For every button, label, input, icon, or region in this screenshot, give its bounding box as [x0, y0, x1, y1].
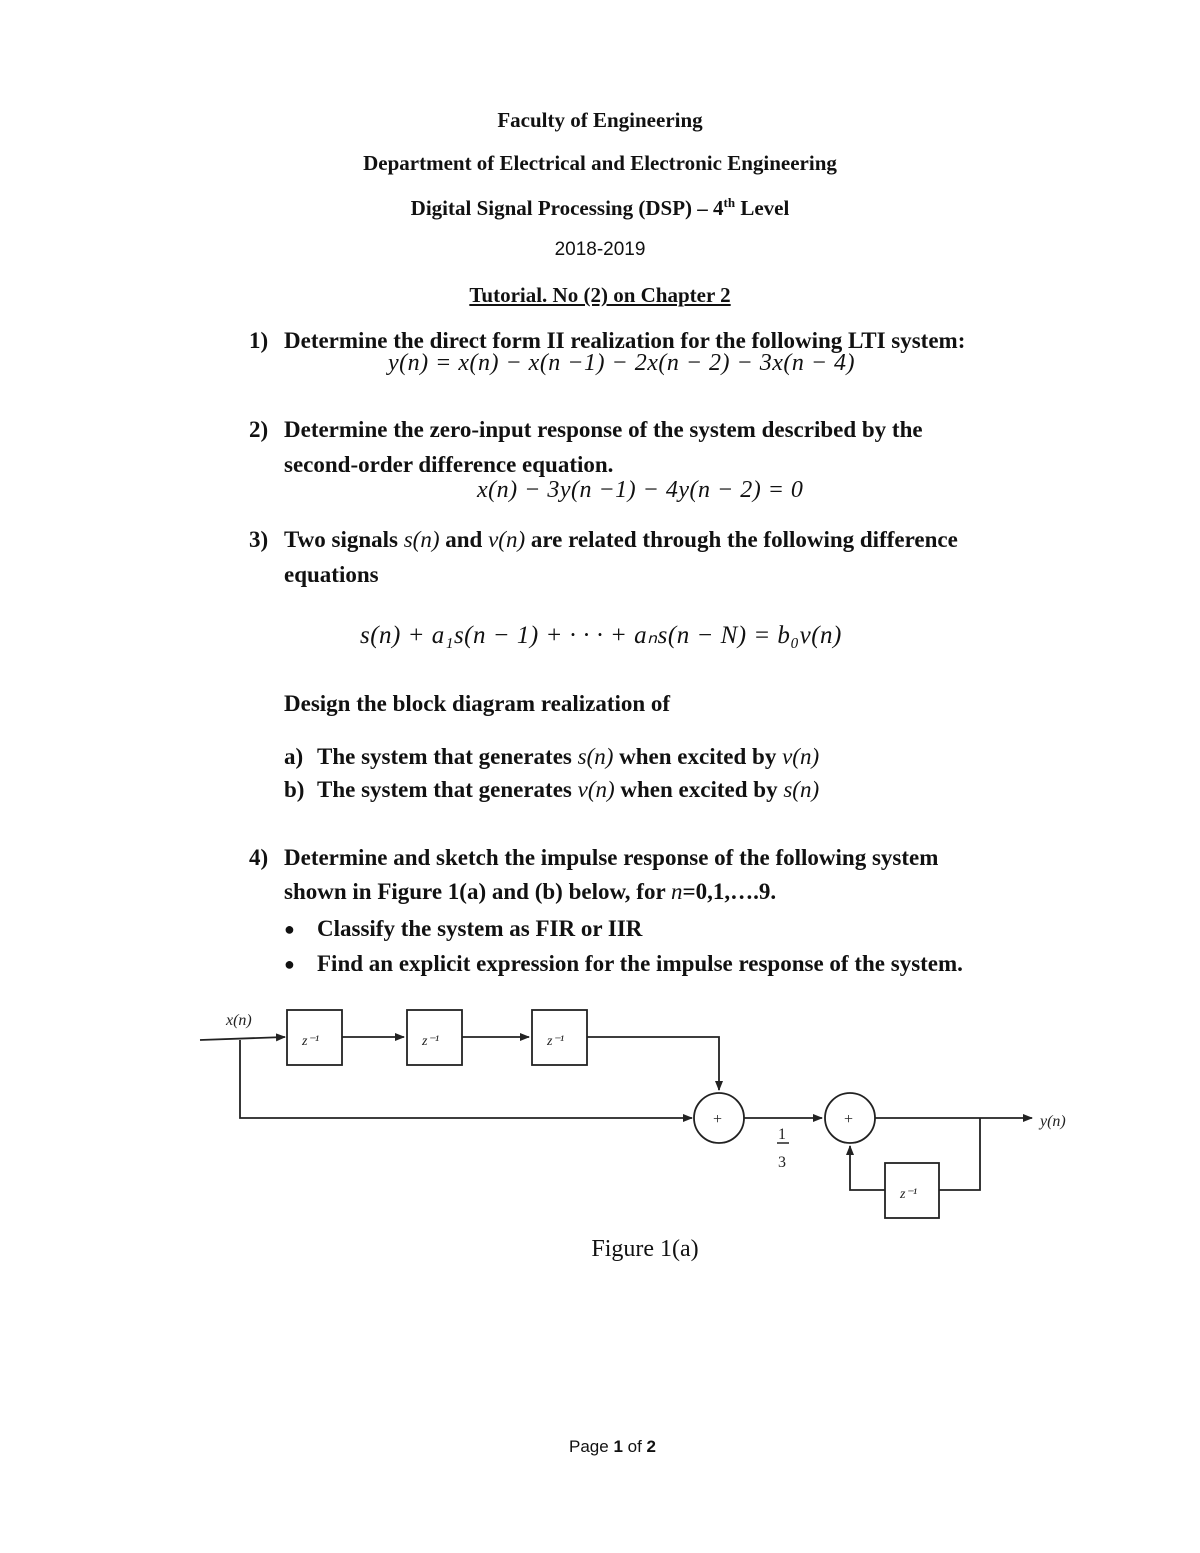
question-text-line-2: equations — [284, 562, 379, 587]
question-2-equation: x(n) − 3y(n −1) − 4y(n − 2) = 0 — [477, 477, 804, 503]
faculty-heading: Faculty of Engineering — [497, 108, 703, 132]
question-1-equation: y(n) = x(n) − x(n −1) − 2x(n − 2) − 3x(n − 4) — [388, 350, 856, 376]
question-number: 4) — [249, 845, 269, 870]
figure-caption: Figure 1(a) — [591, 1236, 699, 1262]
bullet-text: Find an explicit expression for the impulse response of the system. — [317, 951, 963, 976]
delay-label-3: z⁻¹ — [547, 1034, 565, 1049]
course-level: Level — [735, 196, 790, 220]
question-text-line-2: second-order difference equation. — [284, 452, 614, 477]
academic-year: 2018-2019 — [554, 239, 646, 260]
feedback-line — [939, 1118, 980, 1190]
part-mid: when excited by — [614, 777, 784, 802]
question-text: Determine the direct form II realization for the following LTI system: — [284, 328, 966, 353]
gain-denominator: 3 — [778, 1154, 786, 1171]
part-signal-1: v(n) — [577, 777, 615, 802]
tutorial-title: Tutorial. No (2) on Chapter 2 — [469, 283, 731, 307]
feedback-return-line — [850, 1146, 885, 1190]
footer-page-number: 1 — [613, 1437, 623, 1456]
feedforward-line — [240, 1040, 692, 1118]
bullet-text: Classify the system as FIR or IIR — [317, 916, 643, 941]
part-signal-2: v(n) — [782, 744, 820, 769]
q3-text-pre: Two signals — [284, 527, 404, 552]
question-number: 1) — [249, 328, 269, 353]
bullet-icon: ● — [284, 919, 295, 939]
part-mid: when excited by — [613, 744, 783, 769]
course-name: Digital Signal Processing (DSP) – 4 — [410, 196, 724, 220]
adder-2-symbol: + — [844, 1111, 854, 1128]
question-3-equation: s(n) + a₁s(n − 1) + · · · + aₙs(n − N) = b₀v(n) — [360, 622, 842, 649]
input-line — [200, 1037, 285, 1040]
delay-to-adder-line — [587, 1037, 719, 1090]
signal-v: v(n) — [488, 527, 526, 552]
q3-text-post: are related through the following difference — [525, 527, 958, 552]
input-label: x(n) — [226, 1012, 252, 1029]
signal-s: s(n) — [403, 527, 440, 552]
gain-numerator: 1 — [778, 1126, 786, 1143]
footer-of: of — [622, 1437, 647, 1456]
output-label: y(n) — [1040, 1113, 1066, 1130]
delay-label-1: z⁻¹ — [302, 1034, 320, 1049]
part-label: a) — [284, 744, 304, 769]
department-heading: Department of Electrical and Electronic Engineering — [363, 151, 837, 175]
footer-page-total: 2 — [646, 1437, 656, 1456]
design-text: Design the block diagram realization of — [284, 691, 671, 716]
part-label: b) — [284, 777, 305, 802]
q4-line2-post: =0,1,….9. — [682, 879, 777, 904]
adder-1-symbol: + — [713, 1111, 723, 1128]
footer-pre: Page — [569, 1437, 614, 1456]
course-superscript: th — [723, 195, 736, 210]
question-text-line-1: Determine the zero-input response of the system described by the — [284, 417, 923, 442]
part-signal-1: s(n) — [577, 744, 614, 769]
bullet-icon: ● — [284, 954, 295, 974]
part-pre: The system that generates — [317, 744, 578, 769]
question-number: 3) — [249, 527, 269, 552]
part-pre: The system that generates — [317, 777, 578, 802]
feedback-delay-label: z⁻¹ — [900, 1187, 918, 1202]
question-number: 2) — [249, 417, 269, 442]
question-text-line-1: Determine and sketch the impulse response of the following system — [284, 845, 939, 870]
q4-variable-n: n — [671, 879, 683, 904]
q4-line2-pre: shown in Figure 1(a) and (b) below, for — [284, 879, 672, 904]
part-signal-2: s(n) — [783, 777, 820, 802]
page-footer — [0, 1437, 1200, 1457]
delay-label-2: z⁻¹ — [422, 1034, 440, 1049]
q3-text-and: and — [439, 527, 489, 552]
